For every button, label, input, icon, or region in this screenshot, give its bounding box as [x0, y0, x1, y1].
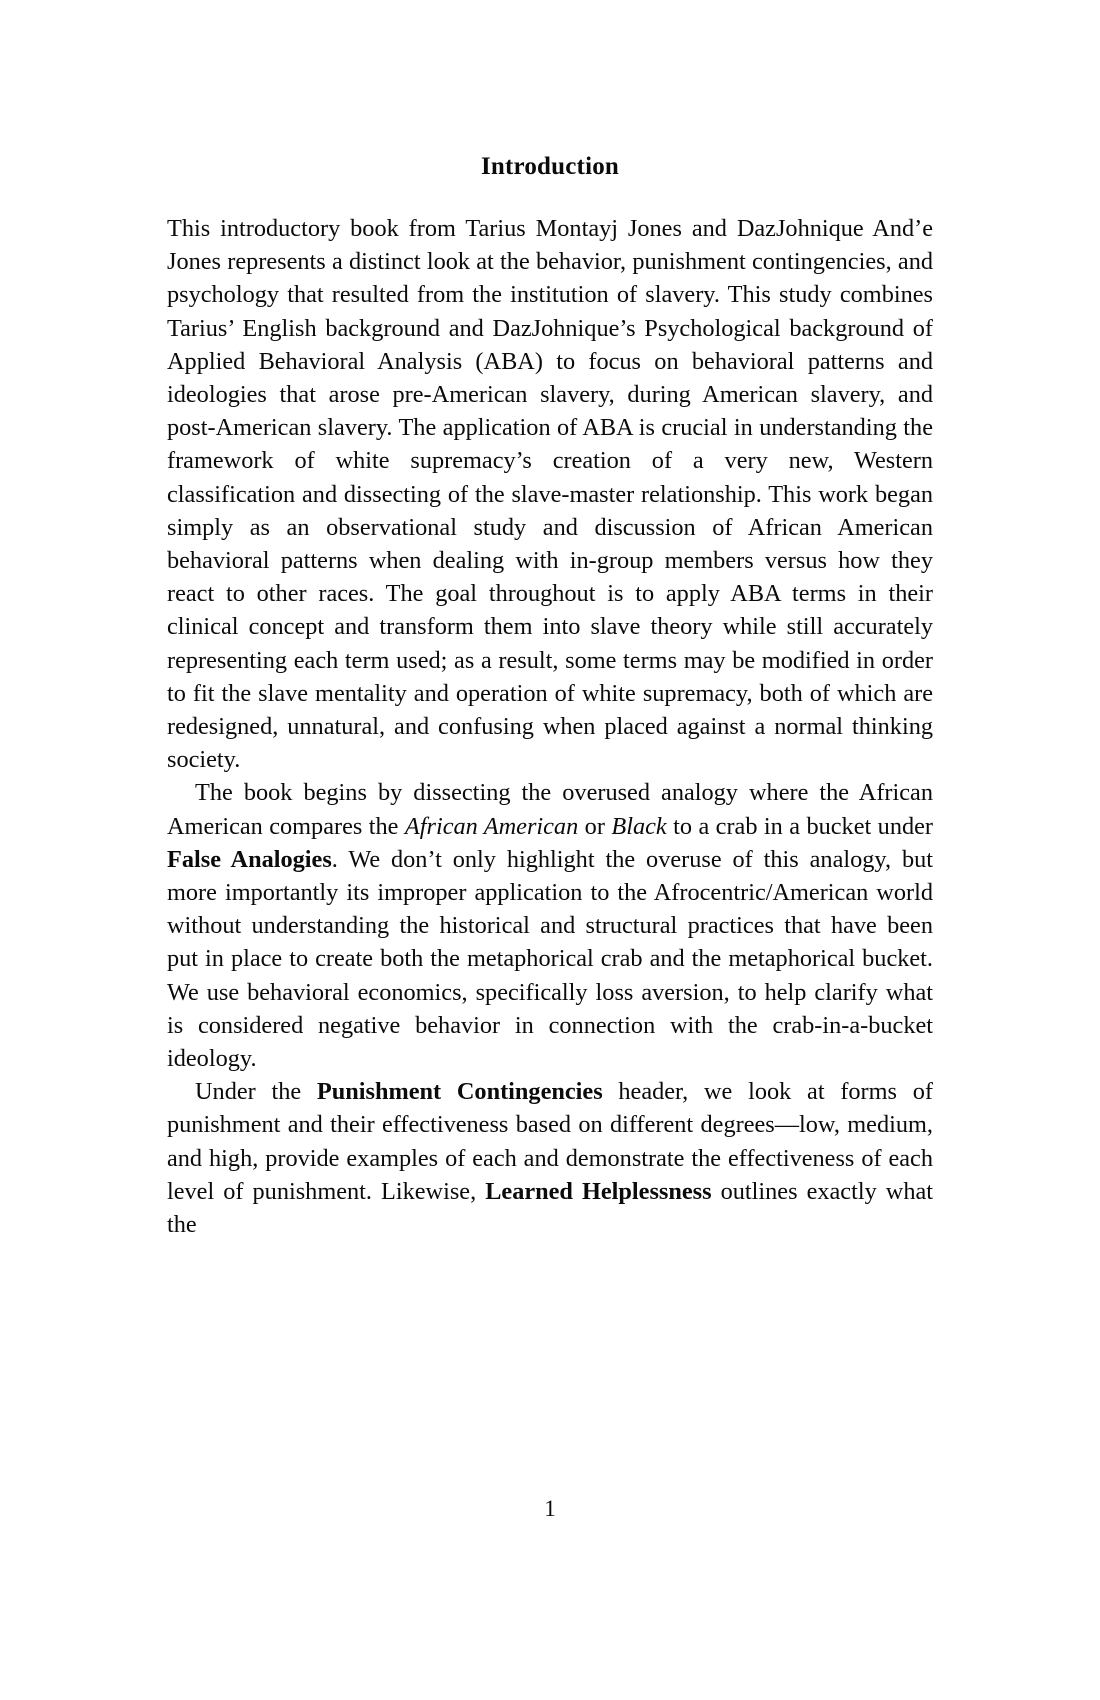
body-text-container — [167, 212, 933, 1241]
emphasis-term: Black — [611, 812, 667, 840]
text-run: to a crab in a bucket under — [666, 812, 934, 840]
intro-paragraph-1 — [167, 212, 933, 776]
section-term: False Analogies — [167, 845, 332, 873]
text-run: or — [578, 812, 612, 840]
text-run: This introductory book from Tarius Montayj Jones and DazJohnique And’e Jones represents a distinct look at the behavior, punishment contingencies, and psychology that resulted from the institution of slavery. This study combines Tarius’ English background and DazJohnique’s Psychological background of Applied Behavioral Analysis (ABA) to focus on behavioral patterns and ideologies that arose pre-American slavery, during American slavery, and post-American slavery. The application of ABA is crucial in understanding the framework of white supremacy’s creation of a very new, Western classification and dissecting of the slave-master relationship. This work began simply as an observational study and discussion of African American behavioral patterns when dealing with in-group members versus how they react to other races. The goal throughout is to apply ABA terms in their clinical concept and transform them into slave theory while still accurately representing each term used; as a result, some terms may be modified in order to fit the slave mentality and operation of white supremacy, both of which are redesigned, unnatural, and confusing when placed against a normal thinking society. — [167, 215, 933, 774]
page-content — [167, 150, 933, 1241]
intro-paragraph-3 — [167, 1075, 933, 1241]
text-run: . We don’t only highlight the overuse of this analogy, but more importantly its improper application to the Afrocentric/American world without understanding the historical and structural practices that have been put in place to create both the metaphorical crab and the metaphorical bucket. We use behavioral economics, specifically loss aversion, to help clarify what is considered negative behavior in connection with the crab-in-a-bucket ideology. — [167, 845, 934, 1073]
page-number: 1 — [544, 1496, 556, 1521]
text-run: Under the — [195, 1078, 317, 1106]
text-run: header, we look at forms of punishment and their effectiveness based on different degrees—low, medium, and high, provide examples of each and demonstrate the effectiveness of each level of punishment. Likewise, — [167, 1078, 933, 1205]
text-run: The book begins by dissecting the overused analogy where the African American compares the — [167, 779, 933, 840]
text-run: outlines exactly what the — [167, 1177, 934, 1239]
emphasis-term: African American — [404, 812, 579, 840]
page-title: Introduction — [480, 153, 620, 180]
section-term: Learned Helplessness — [485, 1177, 712, 1205]
intro-paragraph-2 — [167, 776, 933, 1075]
section-term: Punishment Contingencies — [316, 1078, 603, 1106]
